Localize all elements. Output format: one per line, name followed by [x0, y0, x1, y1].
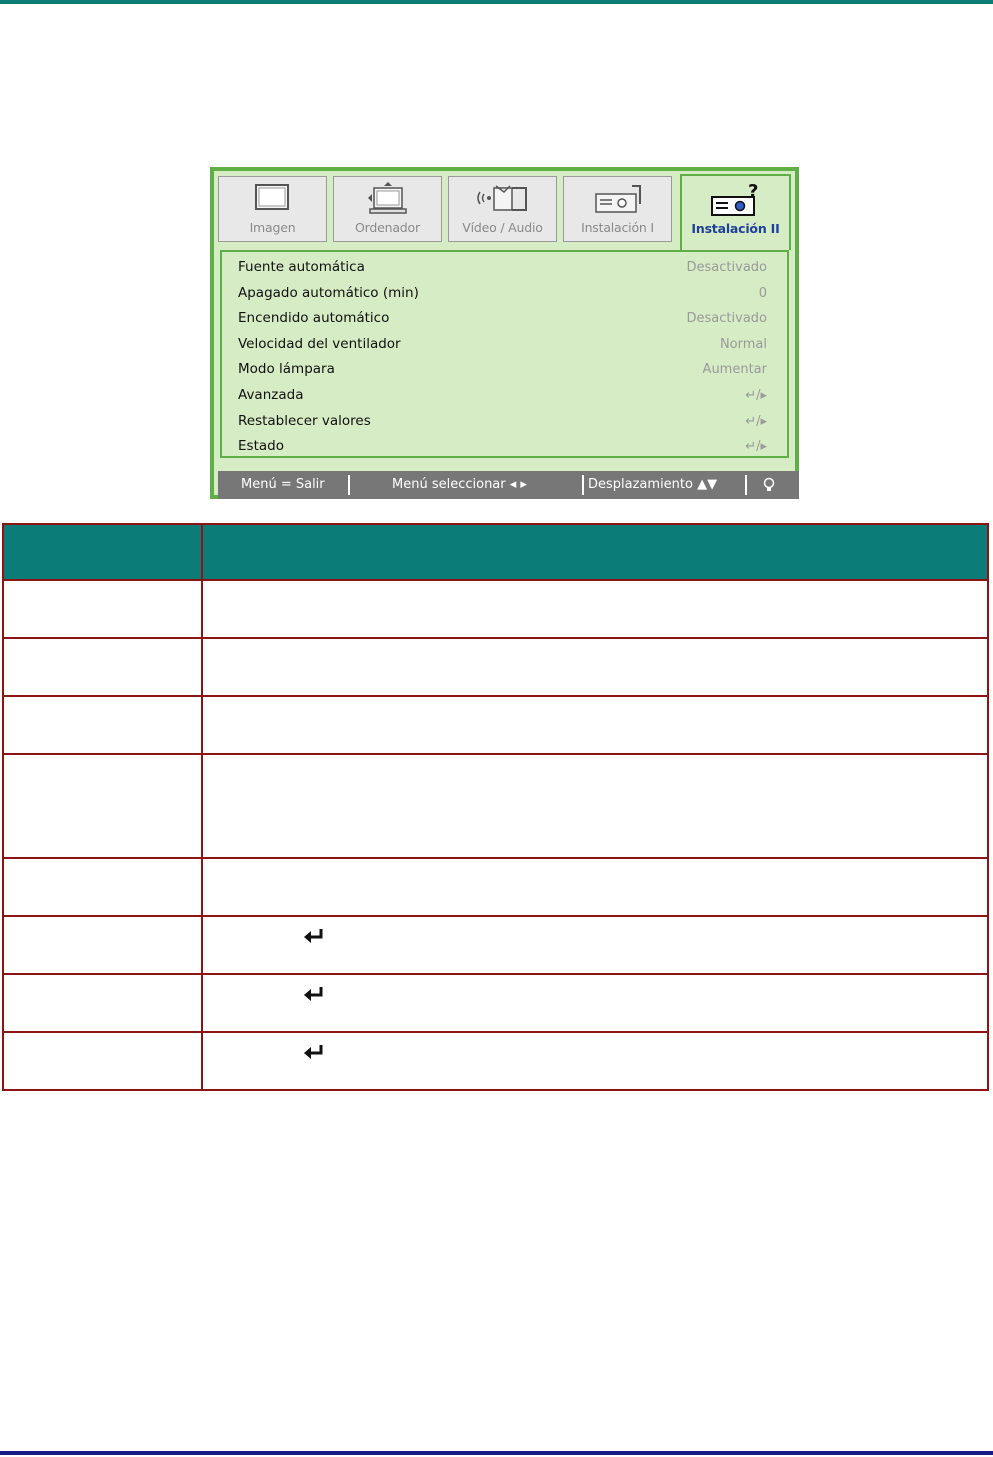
table-cell: [3, 858, 202, 916]
top-rule: [0, 0, 993, 4]
projector-help-icon: [706, 183, 766, 219]
menu-item[interactable]: [238, 281, 767, 305]
table-header-cell: [3, 524, 202, 580]
table-cell: [3, 638, 202, 696]
tab-label: Instalación I: [581, 220, 654, 235]
menu-item-value: 0: [758, 285, 767, 301]
menu-item[interactable]: [238, 383, 767, 407]
menu-item-label: Avanzada: [238, 387, 304, 403]
menu-item-label: Modo lámpara: [238, 361, 335, 377]
tab-imagen[interactable]: [218, 176, 327, 242]
tab-ordenador[interactable]: [333, 176, 442, 242]
menu-item-label: Restablecer valores: [238, 413, 371, 429]
table-row: [3, 638, 988, 696]
projector-icon: [588, 182, 648, 216]
menu-item-value: Desactivado: [686, 259, 767, 275]
menu-item-value: Normal: [719, 336, 767, 352]
table-row: [3, 1032, 988, 1090]
table-cell: [3, 916, 202, 974]
tab-label: Imagen: [249, 220, 296, 235]
menu-item-value: ↵/▸: [745, 438, 767, 454]
menu-item[interactable]: [238, 306, 767, 330]
menu-item-label: Fuente automática: [238, 259, 365, 275]
footer-separator: [348, 475, 350, 495]
table-row: [3, 696, 988, 754]
monitor-icon: [253, 182, 293, 214]
description-table: [2, 523, 989, 1091]
footer-scroll: Desplazamiento ▲▼: [588, 477, 718, 492]
table-cell: [202, 696, 988, 754]
menu-item-label: Encendido automático: [238, 310, 390, 326]
enter-icon: [303, 928, 325, 944]
menu-item[interactable]: [238, 332, 767, 356]
svg-text:?: ?: [747, 183, 758, 202]
tab-instalacion-i[interactable]: [563, 176, 672, 242]
footer-select: Menú seleccionar ◂ ▸: [392, 477, 527, 492]
table-cell: [202, 974, 988, 1032]
table-header-row: [3, 524, 988, 580]
osd-inner: [214, 171, 795, 495]
table-cell: [3, 696, 202, 754]
tab-instalacion-ii[interactable]: [680, 174, 791, 250]
tab-video-audio[interactable]: [448, 176, 557, 242]
table-cell: [3, 580, 202, 638]
menu-item-value: Desactivado: [686, 310, 767, 326]
table-cell: [202, 916, 988, 974]
menu-panel: [220, 250, 789, 458]
enter-icon: [303, 986, 325, 1002]
menu-item[interactable]: [238, 255, 767, 279]
table-cell: [3, 974, 202, 1032]
menu-item-label: Apagado automático (min): [238, 285, 419, 301]
menu-item-label: Velocidad del ventilador: [238, 336, 401, 352]
table-row: [3, 754, 988, 858]
menu-item-value: Aumentar: [702, 361, 767, 377]
table-row: [3, 858, 988, 916]
table-row: [3, 916, 988, 974]
computer-icon: [360, 182, 416, 216]
table-cell: [202, 754, 988, 858]
footer-separator: [745, 475, 747, 495]
table-row: [3, 974, 988, 1032]
table-cell: [3, 1032, 202, 1090]
menu-item-value: ↵/▸: [745, 413, 767, 429]
tab-label: Instalación II: [691, 221, 780, 236]
table-cell: [202, 1032, 988, 1090]
menu-item[interactable]: [238, 357, 767, 381]
menu-item-value: ↵/▸: [745, 387, 767, 403]
table-cell: [202, 858, 988, 916]
osd-menu: [210, 167, 799, 499]
table-row: [3, 580, 988, 638]
menu-item[interactable]: [238, 409, 767, 433]
table-header-cell: [202, 524, 988, 580]
footer-separator: [582, 475, 584, 495]
table-cell: [3, 754, 202, 858]
bottom-rule: [0, 1451, 993, 1455]
table-cell: [202, 638, 988, 696]
osd-footer: [218, 471, 799, 499]
video-audio-icon: [470, 182, 536, 216]
tab-label: Ordenador: [355, 220, 420, 235]
table-cell: [202, 580, 988, 638]
menu-item-label: Estado: [238, 438, 284, 454]
menu-item[interactable]: [238, 434, 767, 458]
tab-label: Vídeo / Audio: [462, 220, 543, 235]
footer-exit: Menú = Salir: [241, 477, 325, 492]
enter-icon: [303, 1044, 325, 1060]
lightbulb-icon: [763, 477, 775, 493]
